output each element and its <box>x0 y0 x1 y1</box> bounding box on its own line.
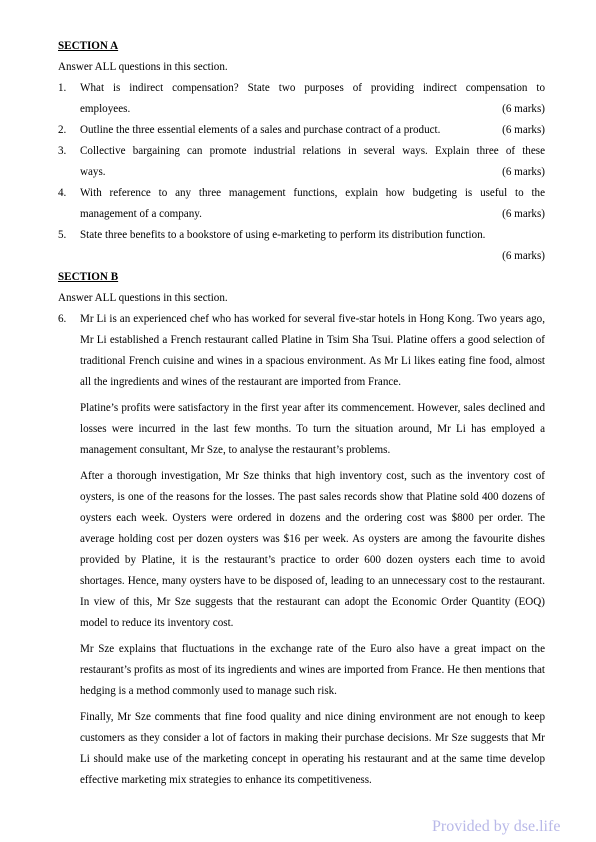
section-b-instruction: Answer ALL questions in this section. <box>58 292 228 304</box>
case-paragraph-5: Finally, Mr Sze comments that fine food quality and nice dining environment are not enough to keep customers as they consider a lot of factors in making their purchase decisions. Mr Sze suggests that Mr Li should make use of the marketing concept in operating his restaurant and at the same time develop effective marketing mix strategies to enhance its competitiveness. <box>80 711 545 786</box>
case-paragraph-2: Platine’s profits were satisfactory in the first year after its commencement. However, sales declined and losses were incurred in the last few months. To turn the situation around, Mr Li has employed a management consultant, Mr Sze, to analyse the restaurant’s problems. <box>80 402 545 456</box>
question-5 <box>58 225 545 267</box>
exam-page <box>58 36 545 796</box>
question-6 <box>58 309 545 791</box>
question-2 <box>58 120 545 141</box>
section-a-instruction: Answer ALL questions in this section. <box>58 61 228 73</box>
question-number: 6. <box>58 313 67 325</box>
question-text-cont: employees. <box>80 103 131 115</box>
question-text: What is indirect compensation? State two purposes of providing indirect compensation to <box>80 82 545 94</box>
question-text: With reference to any three management functions, explain how budgeting is useful to the <box>80 187 545 199</box>
section-b-heading: SECTION B <box>58 271 119 283</box>
section-a-heading: SECTION A <box>58 40 119 52</box>
marks-label: (6 marks) <box>502 166 545 178</box>
question-4 <box>58 183 545 225</box>
marks-label: (6 marks) <box>502 103 545 115</box>
question-3 <box>58 141 545 183</box>
marks-label: (6 marks) <box>502 124 545 136</box>
question-text: Outline the three essential elements of a sales and purchase contract of a product. <box>80 124 441 136</box>
marks-label: (6 marks) <box>502 208 545 220</box>
question-text: State three benefits to a bookstore of using e-marketing to perform its distribution function. <box>80 229 486 241</box>
question-text-cont: management of a company. <box>80 208 202 220</box>
case-paragraph-1: Mr Li is an experienced chef who has worked for several five-star hotels in Hong Kong. Two years ago, Mr Li established a French restaurant called Platine in Tsim Sha Tsui. Platine offers a good selection of traditional French cuisine and wines in a spacious environment. As Mr Li likes eating fine food, almost all the ingredients and wines of the restaurant are imported from France. <box>80 313 545 388</box>
marks-label: (6 marks) <box>502 250 545 262</box>
question-number: 5. <box>58 229 67 241</box>
question-number: 3. <box>58 145 67 157</box>
question-number: 2. <box>58 124 67 136</box>
watermark: Provided by dse.life <box>432 818 561 835</box>
question-text: Collective bargaining can promote industrial relations in several ways. Explain three of these <box>80 145 545 157</box>
question-1 <box>58 78 545 120</box>
case-paragraph-3: After a thorough investigation, Mr Sze thinks that high inventory cost, such as the inventory cost of oysters, is one of the reasons for the losses. The past sales records show that Platine sold 400 dozens of oysters each week. Oysters were ordered in dozens and the ordering cost was $800 per order. The average holding cost per dozen oysters was $16 per week. As oysters are among the favourite dishes provided by Platine, it is the restaurant’s practice to order 600 dozen oysters each time to avoid shortages. Hence, many oysters have to be disposed of, leading to an unnecessary cost to the restaurant. In view of this, Mr Sze suggests that the restaurant can adopt the Economic Order Quantity (EOQ) model to reduce its inventory cost. <box>80 470 545 629</box>
question-number: 1. <box>58 82 67 94</box>
question-text-cont: ways. <box>80 166 106 178</box>
case-paragraph-4: Mr Sze explains that fluctuations in the exchange rate of the Euro also have a great impact on the restaurant’s profits as most of its ingredients and wines are imported from France. He then mentions that hedging is a method commonly used to manage such risk. <box>80 643 545 697</box>
question-number: 4. <box>58 187 67 199</box>
